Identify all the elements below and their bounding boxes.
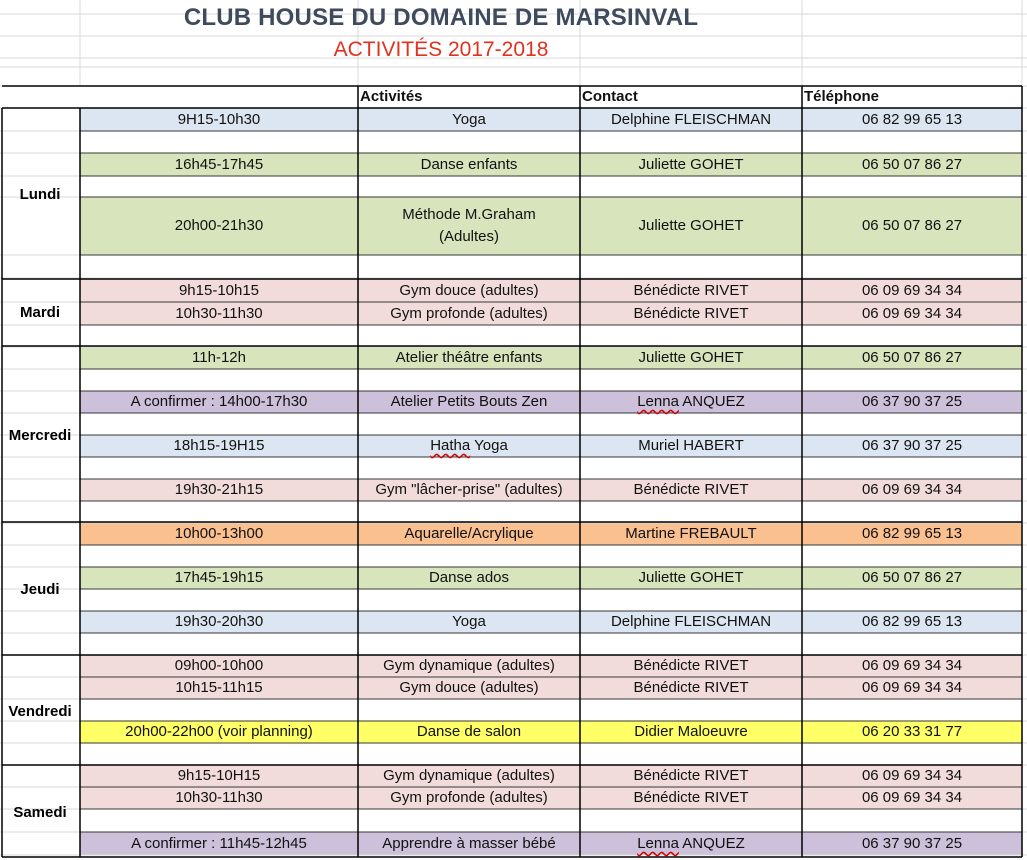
cell-activity: Danse ados [428, 569, 510, 586]
day-label-jeudi: Jeudi [20, 581, 60, 598]
cell-contact: Delphine FLEISCHMAN [610, 111, 772, 128]
cell-contact: Bénédicte RIVET [633, 767, 749, 784]
cell-activity: Gym douce (adultes) [399, 282, 539, 299]
cell-activity: Apprendre à masser bébé [382, 835, 556, 852]
cell-time: 9h15-10h15 [178, 282, 260, 299]
cell-contact: Juliette GOHET [638, 217, 744, 234]
cell-activity: Gym "lâcher-prise" (adultes) [375, 481, 563, 498]
cell-contact: Juliette GOHET [638, 156, 744, 173]
cell-contact: Juliette GOHET [638, 349, 744, 366]
cell-time: 10h00-13h00 [174, 525, 264, 542]
spellcheck-word: Lenna [637, 835, 679, 852]
cell-phone: 06 09 69 34 34 [861, 282, 963, 299]
cell-activity: Gym douce (adultes) [399, 679, 539, 696]
header-contact: Contact [582, 88, 638, 105]
cell-phone: 06 37 90 37 25 [861, 393, 963, 410]
day-label-mardi: Mardi [19, 304, 60, 321]
cell-time: A confirmer : 14h00-17h30 [130, 393, 308, 410]
cell-contact: Muriel HABERT [638, 437, 744, 454]
cell-time: 10h30-11h30 [175, 305, 263, 322]
cell-time: 20h00-22h00 (voir planning) [125, 723, 313, 740]
cell-phone: 06 09 69 34 34 [861, 679, 963, 696]
day-label-vendredi: Vendredi [8, 703, 72, 720]
cell-time: 9H15-10h30 [177, 111, 261, 128]
cell-contact: Lenna ANQUEZ [637, 393, 745, 410]
cell-activity-line2: (Adultes) [438, 228, 500, 245]
cell-contact: Bénédicte RIVET [633, 305, 749, 322]
cell-time: 16h45-17h45 [174, 156, 264, 173]
cell-contact: Martine FREBAULT [625, 525, 757, 542]
cell-activity: Aquarelle/Acrylique [404, 525, 534, 542]
cell-activity: Gym profonde (adultes) [390, 789, 548, 806]
spellcheck-word: Lenna [637, 393, 679, 410]
cell-time: 10h30-11h30 [175, 789, 263, 806]
cell-time: 19h30-21h15 [174, 481, 264, 498]
page-title: CLUB HOUSE DU DOMAINE DE MARSINVAL [183, 4, 699, 31]
cell-time: 09h00-10h00 [174, 657, 264, 674]
cell-phone: 06 50 07 86 27 [861, 217, 963, 234]
cell-contact: Bénédicte RIVET [633, 657, 749, 674]
cell-phone: 06 50 07 86 27 [861, 349, 963, 366]
cell-phone: 06 09 69 34 34 [861, 305, 963, 322]
cell-time: 20h00-21h30 [174, 217, 264, 234]
cell-phone: 06 37 90 37 25 [861, 437, 963, 454]
cell-phone: 06 09 69 34 34 [861, 657, 963, 674]
cell-phone: 06 50 07 86 27 [861, 156, 963, 173]
cell-phone: 06 82 99 65 13 [861, 525, 963, 542]
cell-contact: Bénédicte RIVET [633, 679, 749, 696]
cell-phone: 06 09 69 34 34 [861, 767, 963, 784]
cell-time: 18h15-19H15 [173, 437, 265, 454]
cell-contact: Bénédicte RIVET [633, 481, 749, 498]
cell-activity: Gym dynamique (adultes) [383, 657, 555, 674]
day-label-samedi: Samedi [13, 804, 67, 821]
cell-activity: Atelier théâtre enfants [395, 349, 543, 366]
cell-time: 9h15-10H15 [177, 767, 261, 784]
cell-activity: Yoga [452, 613, 486, 630]
cell-phone: 06 20 33 31 77 [861, 723, 963, 740]
cell-phone: 06 82 99 65 13 [861, 613, 963, 630]
cell-time: 19h30-20h30 [174, 613, 264, 630]
spellcheck-word: Hatha [430, 437, 471, 454]
header-telephone: Téléphone [804, 88, 880, 105]
page-subtitle: ACTIVITÉS 2017-2018 [333, 38, 549, 61]
cell-phone: 06 37 90 37 25 [861, 835, 963, 852]
cell-time: A confirmer : 11h45-12h45 [131, 835, 307, 852]
cell-activity: Yoga [452, 111, 486, 128]
cell-contact: Bénédicte RIVET [633, 282, 749, 299]
cell-activity: Méthode M.Graham [402, 206, 536, 223]
cell-time: 11h-12h [192, 349, 246, 366]
cell-activity: Danse enfants [420, 156, 518, 173]
cell-contact: Juliette GOHET [638, 569, 744, 586]
cell-time: 10h15-11h15 [175, 679, 263, 696]
cell-contact: Bénédicte RIVET [633, 789, 749, 806]
cell-phone: 06 09 69 34 34 [861, 789, 963, 806]
day-label-lundi: Lundi [19, 186, 61, 203]
cell-contact: Delphine FLEISCHMAN [610, 613, 772, 630]
cell-activity: Danse de salon [416, 723, 522, 740]
cell-phone: 06 82 99 65 13 [861, 111, 963, 128]
cell-contact: Didier Maloeuvre [634, 723, 748, 740]
day-label-mercredi: Mercredi [8, 427, 72, 444]
cell-activity: Gym profonde (adultes) [390, 305, 548, 322]
cell-time: 17h45-19h15 [174, 569, 264, 586]
cell-phone: 06 09 69 34 34 [861, 481, 963, 498]
cell-contact: Lenna ANQUEZ [637, 835, 745, 852]
cell-activity: Atelier Petits Bouts Zen [390, 393, 548, 410]
cell-phone: 06 50 07 86 27 [861, 569, 963, 586]
cell-activity: Hatha Yoga [430, 437, 508, 454]
cell-activity: Gym dynamique (adultes) [383, 767, 555, 784]
header-activites: Activités [360, 88, 423, 105]
